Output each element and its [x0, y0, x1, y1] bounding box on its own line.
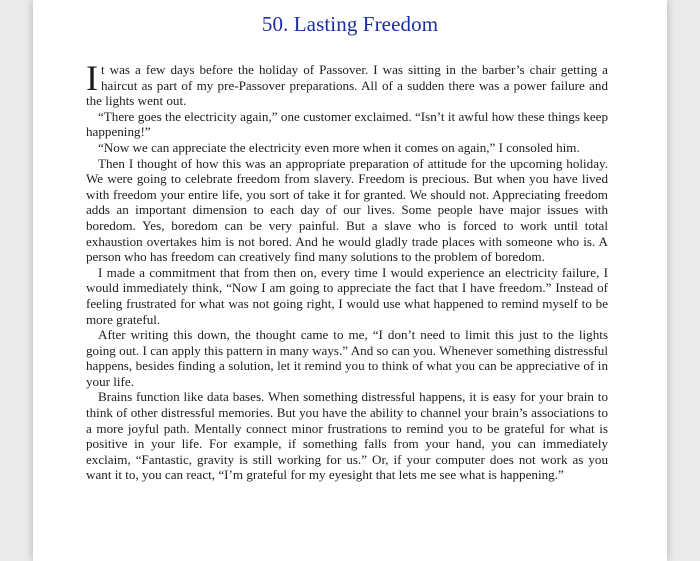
paragraph-7: Brains function like data bases. When something distressful happens, it is easy for your brain to think of other distressful memories. But you have the ability to channel your brain’s associations to a more joyful path. Mentally connect minor frustrations to remind you to be grateful for what is positive in your life. For example, if something falls from your hand, you can immediately exclaim, “Fantastic, gravity is still working for us.” Or, if your computer does not work as you want it to, you can react, “I’m grateful for my eyesight that lets me see what is happening.”: [86, 389, 608, 483]
drop-cap: I: [86, 58, 98, 98]
paragraph-2: “There goes the electricity again,” one customer exclaimed. “Isn’t it awful how these things keep happening!”: [86, 108, 608, 140]
paragraph-1: [86, 58, 608, 109]
paragraph-4: Then I thought of how this was an appropriate preparation of attitude for the upcoming holiday. We were going to celebrate freedom from slavery. Freedom is precious. But when you have lived with freedom your entire life, you sort of take it for granted. We should not. Appreciating freedom adds an important dimension to each day of our lives. Some people have major issues with boredom. Yes, boredom can be very painful. But a slave who is forced to work until total exhaustion overtakes him is not bored. And he would gladly trade places with someone who is. A person who has freedom can creatively find many solutions to the problem of boredom.: [86, 155, 608, 265]
chapter-title: 50. Lasting Freedom: [261, 12, 439, 36]
paragraph-6: After writing this down, the thought came to me, “I don’t need to limit this just to the lights going out. I can apply this pattern in many ways.” And so can you. Whenever something distressful happens, besides finding a solution, let it remind you to think of what you can be appreciative of in your life.: [86, 327, 608, 389]
chapter-body: [86, 58, 608, 483]
paragraph-1-text: t was a few days before the holiday of Passover. I was sitting in the barber’s chair getting a haircut as part of my pre-Passover preparations. All of a sudden there was a power failure and the lights went out.: [86, 62, 608, 109]
document-page: [33, 0, 667, 561]
paragraph-3: “Now we can appreciate the electricity even more when it comes on again,” I consoled him.: [98, 139, 580, 155]
paragraph-5: I made a commitment that from then on, every time I would experience an electricity failure, I would immediately think, “Now I am going to appreciate the fact that I have freedom.” Instead of feeling frustrated for what was not going right, I would use what happened to remind myself to be more grateful.: [86, 264, 608, 327]
